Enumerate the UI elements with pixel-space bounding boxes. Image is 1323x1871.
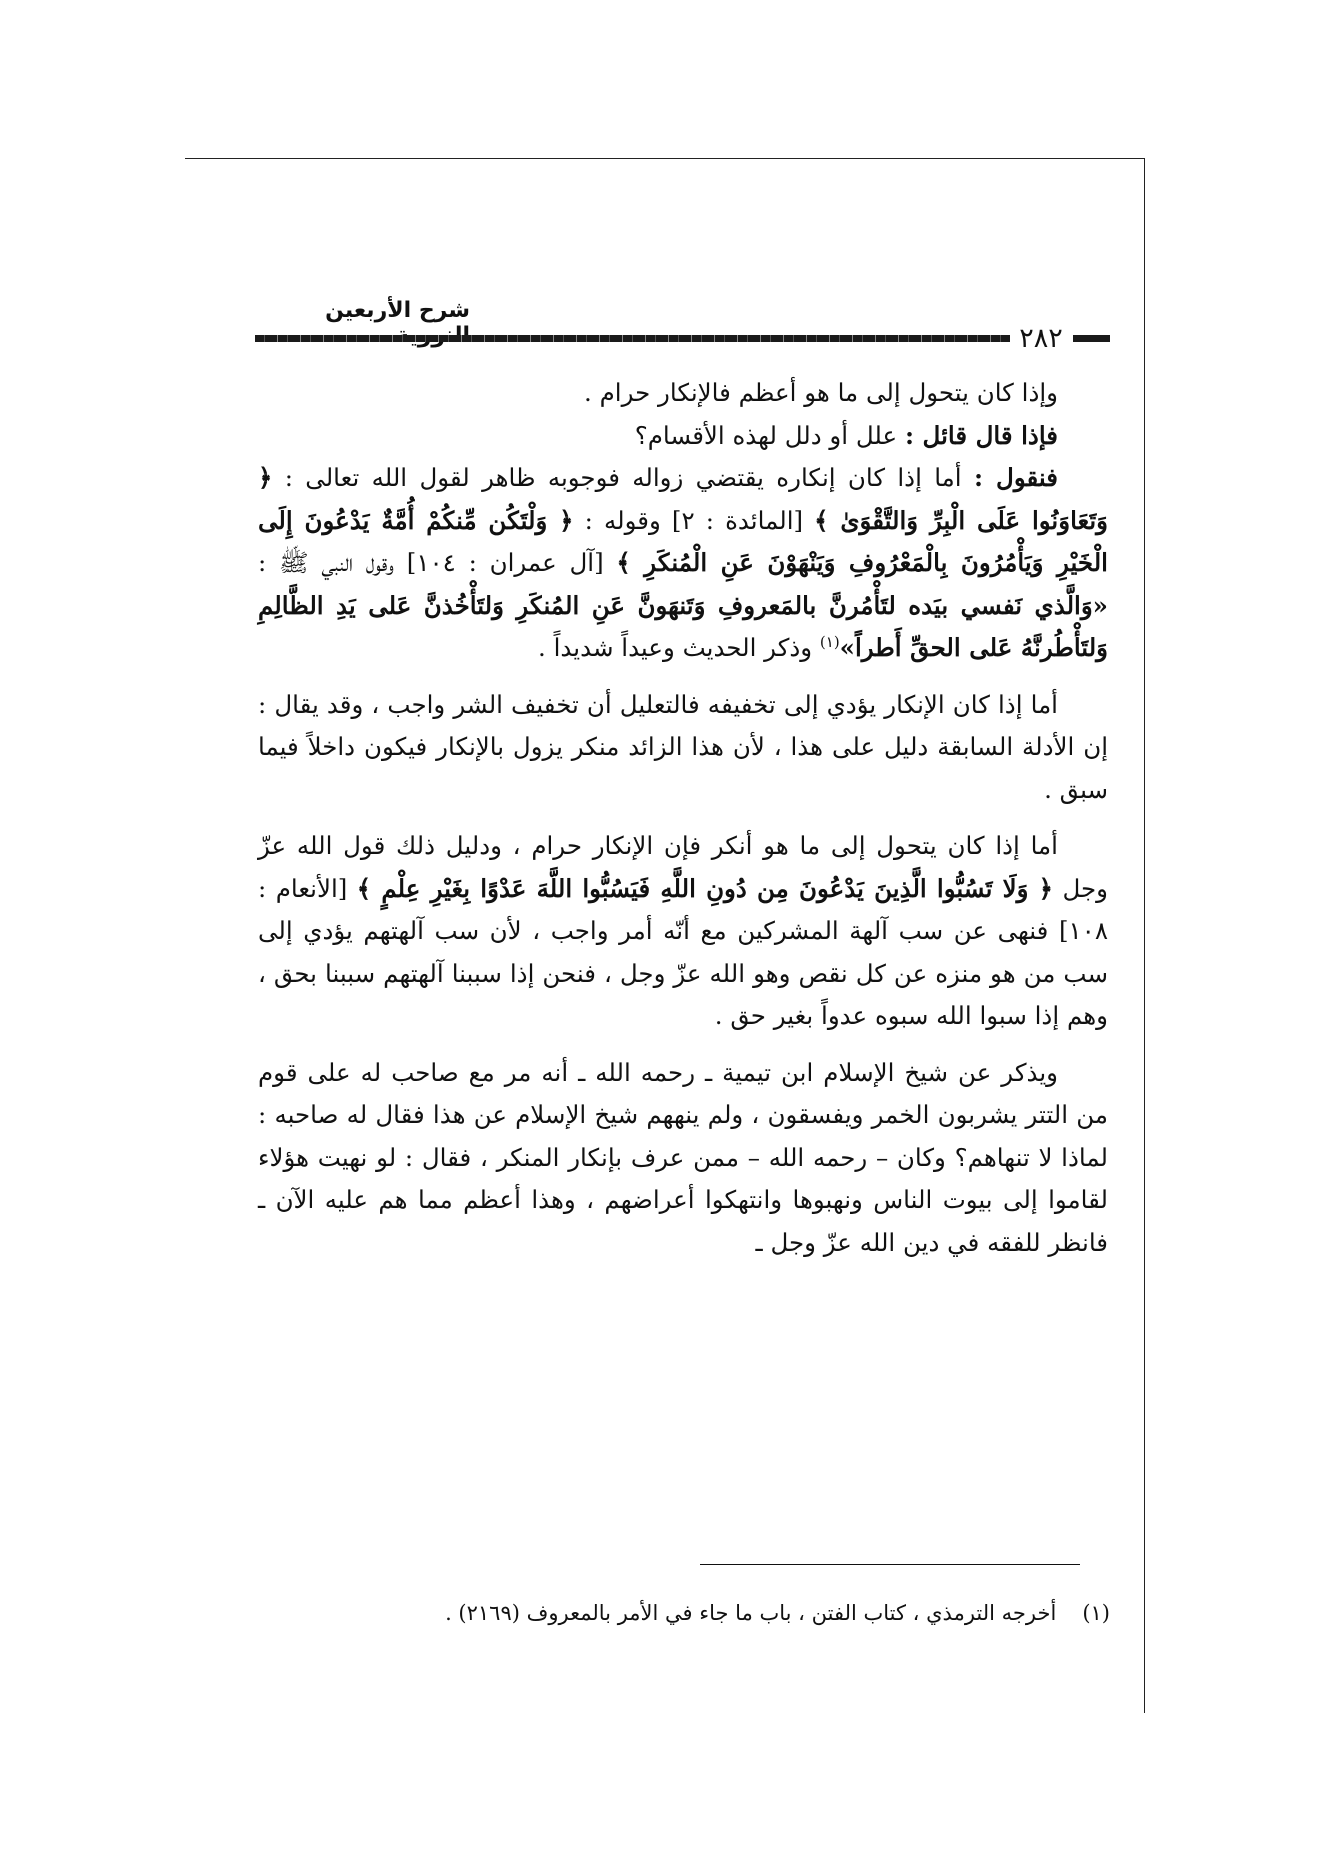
header-rule (255, 335, 1010, 342)
footnote-separator (700, 1564, 1080, 1565)
quran-verse-anam: ﴿ وَلَا تَسُبُّوا الَّذِينَ يَدْعُونَ مِن دُونِ اللَّهِ فَيَسُبُّوا اللَّهَ عَدْوًا بِغَيْرِ عِلْمٍ ﴾ (356, 873, 1053, 903)
paragraph-5-text-b: [الأنعام : ١٠٨] فنهى عن سب آلهة المشركين مع أنّه أمر واجب ، لأن سب آلهتهم يؤدي إلى سب من هو منزه عن كل نقص وهو الله عزّ وجل ، فنحن إذا سببنا آلهتهم سببنا بحق ، وهم إذا سبوا الله سبوه عدواً بغير حق . (258, 873, 1108, 1030)
crop-mark-top (185, 158, 1145, 159)
question-lead: فإذا قال قائل : (904, 420, 1058, 450)
footnote-1 (255, 1598, 1110, 1628)
paragraph-1-text: وإذا كان يتحول إلى ما هو أعظم فالإنكار حرام . (584, 378, 1058, 407)
page-number: ٢٨٢ (1019, 323, 1063, 354)
page-body (258, 372, 1108, 1278)
paragraph-6-text: ويذكر عن شيخ الإسلام ابن تيمية ـ رحمه الله ـ أنه مر مع صاحب له على قوم من التتر يشربون الخمر ويفسقون ، ولم ينههم شيخ الإسلام عن هذا فقال له صاحبه : لماذا لا تنهاهم؟ وكان – رحمه الله – ممن عرف بإنكار المنكر ، فقال : لو نهيت هؤلاء لقاموا إلى بيوت الناس ونهبوها وانتهكوا أعراضهم ، وهذا أعظم مما هم عليه الآن ـ فانظر للفقه في دين الله عزّ وجل ـ (258, 1057, 1108, 1257)
paragraph-4-text: أما إذا كان الإنكار يؤدي إلى تخفيفه فالتعليل أن تخفيف الشر واجب ، وقد يقال : إن الأدلة السابقة دليل على هذا ، لأن هذا الزائد منكر يزول بالإنكار فيكون داخلاً فيما سبق . (258, 689, 1108, 804)
answer-text-d: وذكر الحديث وعيداً شديداً . (538, 633, 820, 662)
header-rule-end (1073, 335, 1110, 342)
footnote-reference[interactable]: (١) (819, 632, 840, 651)
answer-lead: فنقول : (973, 463, 1059, 492)
paragraph-3 (258, 457, 1108, 670)
hadith-quote: «وَالَّذي نَفسي بيَده لتَأْمُرنَّ بالمَعروفِ وَتَنهَونَّ عَنِ المُنكَرِ وَلتَأْخُذنَّ عَلى يَدِ الظَّالِمِ وَلتَأْطُرنَّهُ عَلى الحقِّ أَطراً» (258, 590, 1108, 662)
paragraph-6 (258, 1052, 1108, 1265)
answer-text-c: [آل عمران : ١٠٤] وقول النبي ﷺ : (258, 548, 617, 577)
quran-verse-maidah: ﴿ وَتَعَاوَنُوا عَلَى الْبِرِّ وَالتَّقْوَىٰ ﴾ (258, 463, 1109, 535)
crop-mark-right (1144, 158, 1145, 1713)
paragraph-1 (258, 372, 1108, 415)
quran-verse-imran: ﴿ وَلْتَكُن مِّنكُمْ أُمَّةٌ يَدْعُونَ إِلَى الْخَيْرِ وَيَأْمُرُونَ بِالْمَعْرُوفِ وَيَنْهَوْنَ عَنِ الْمُنكَرِ ﴾ (258, 505, 1108, 577)
footnote-number: (١) (1082, 1601, 1110, 1625)
paragraph-2 (258, 415, 1108, 458)
answer-text-b: [المائدة : ٢] وقوله : (573, 505, 815, 535)
question-text: علل أو دلل لهذه الأقسام؟ (634, 420, 905, 450)
running-title: شرح الأربعين (325, 298, 470, 323)
answer-text-a: أما إذا كان إنكاره يقتضي زواله فوجوبه ظاهر لقول الله تعالى : (272, 463, 974, 492)
footnote-text: أخرجه الترمذي ، كتاب الفتن ، باب ما جاء في الأمر بالمعروف (٢١٦٩) . (445, 1601, 1057, 1625)
paragraph-4 (258, 684, 1108, 812)
paragraph-5 (258, 825, 1108, 1038)
paragraph-5-text-a: أما إذا كان يتحول إلى ما هو أنكر فإن الإنكار حرام ، ودليل ذلك قول الله عزّ وجل (258, 831, 1108, 903)
